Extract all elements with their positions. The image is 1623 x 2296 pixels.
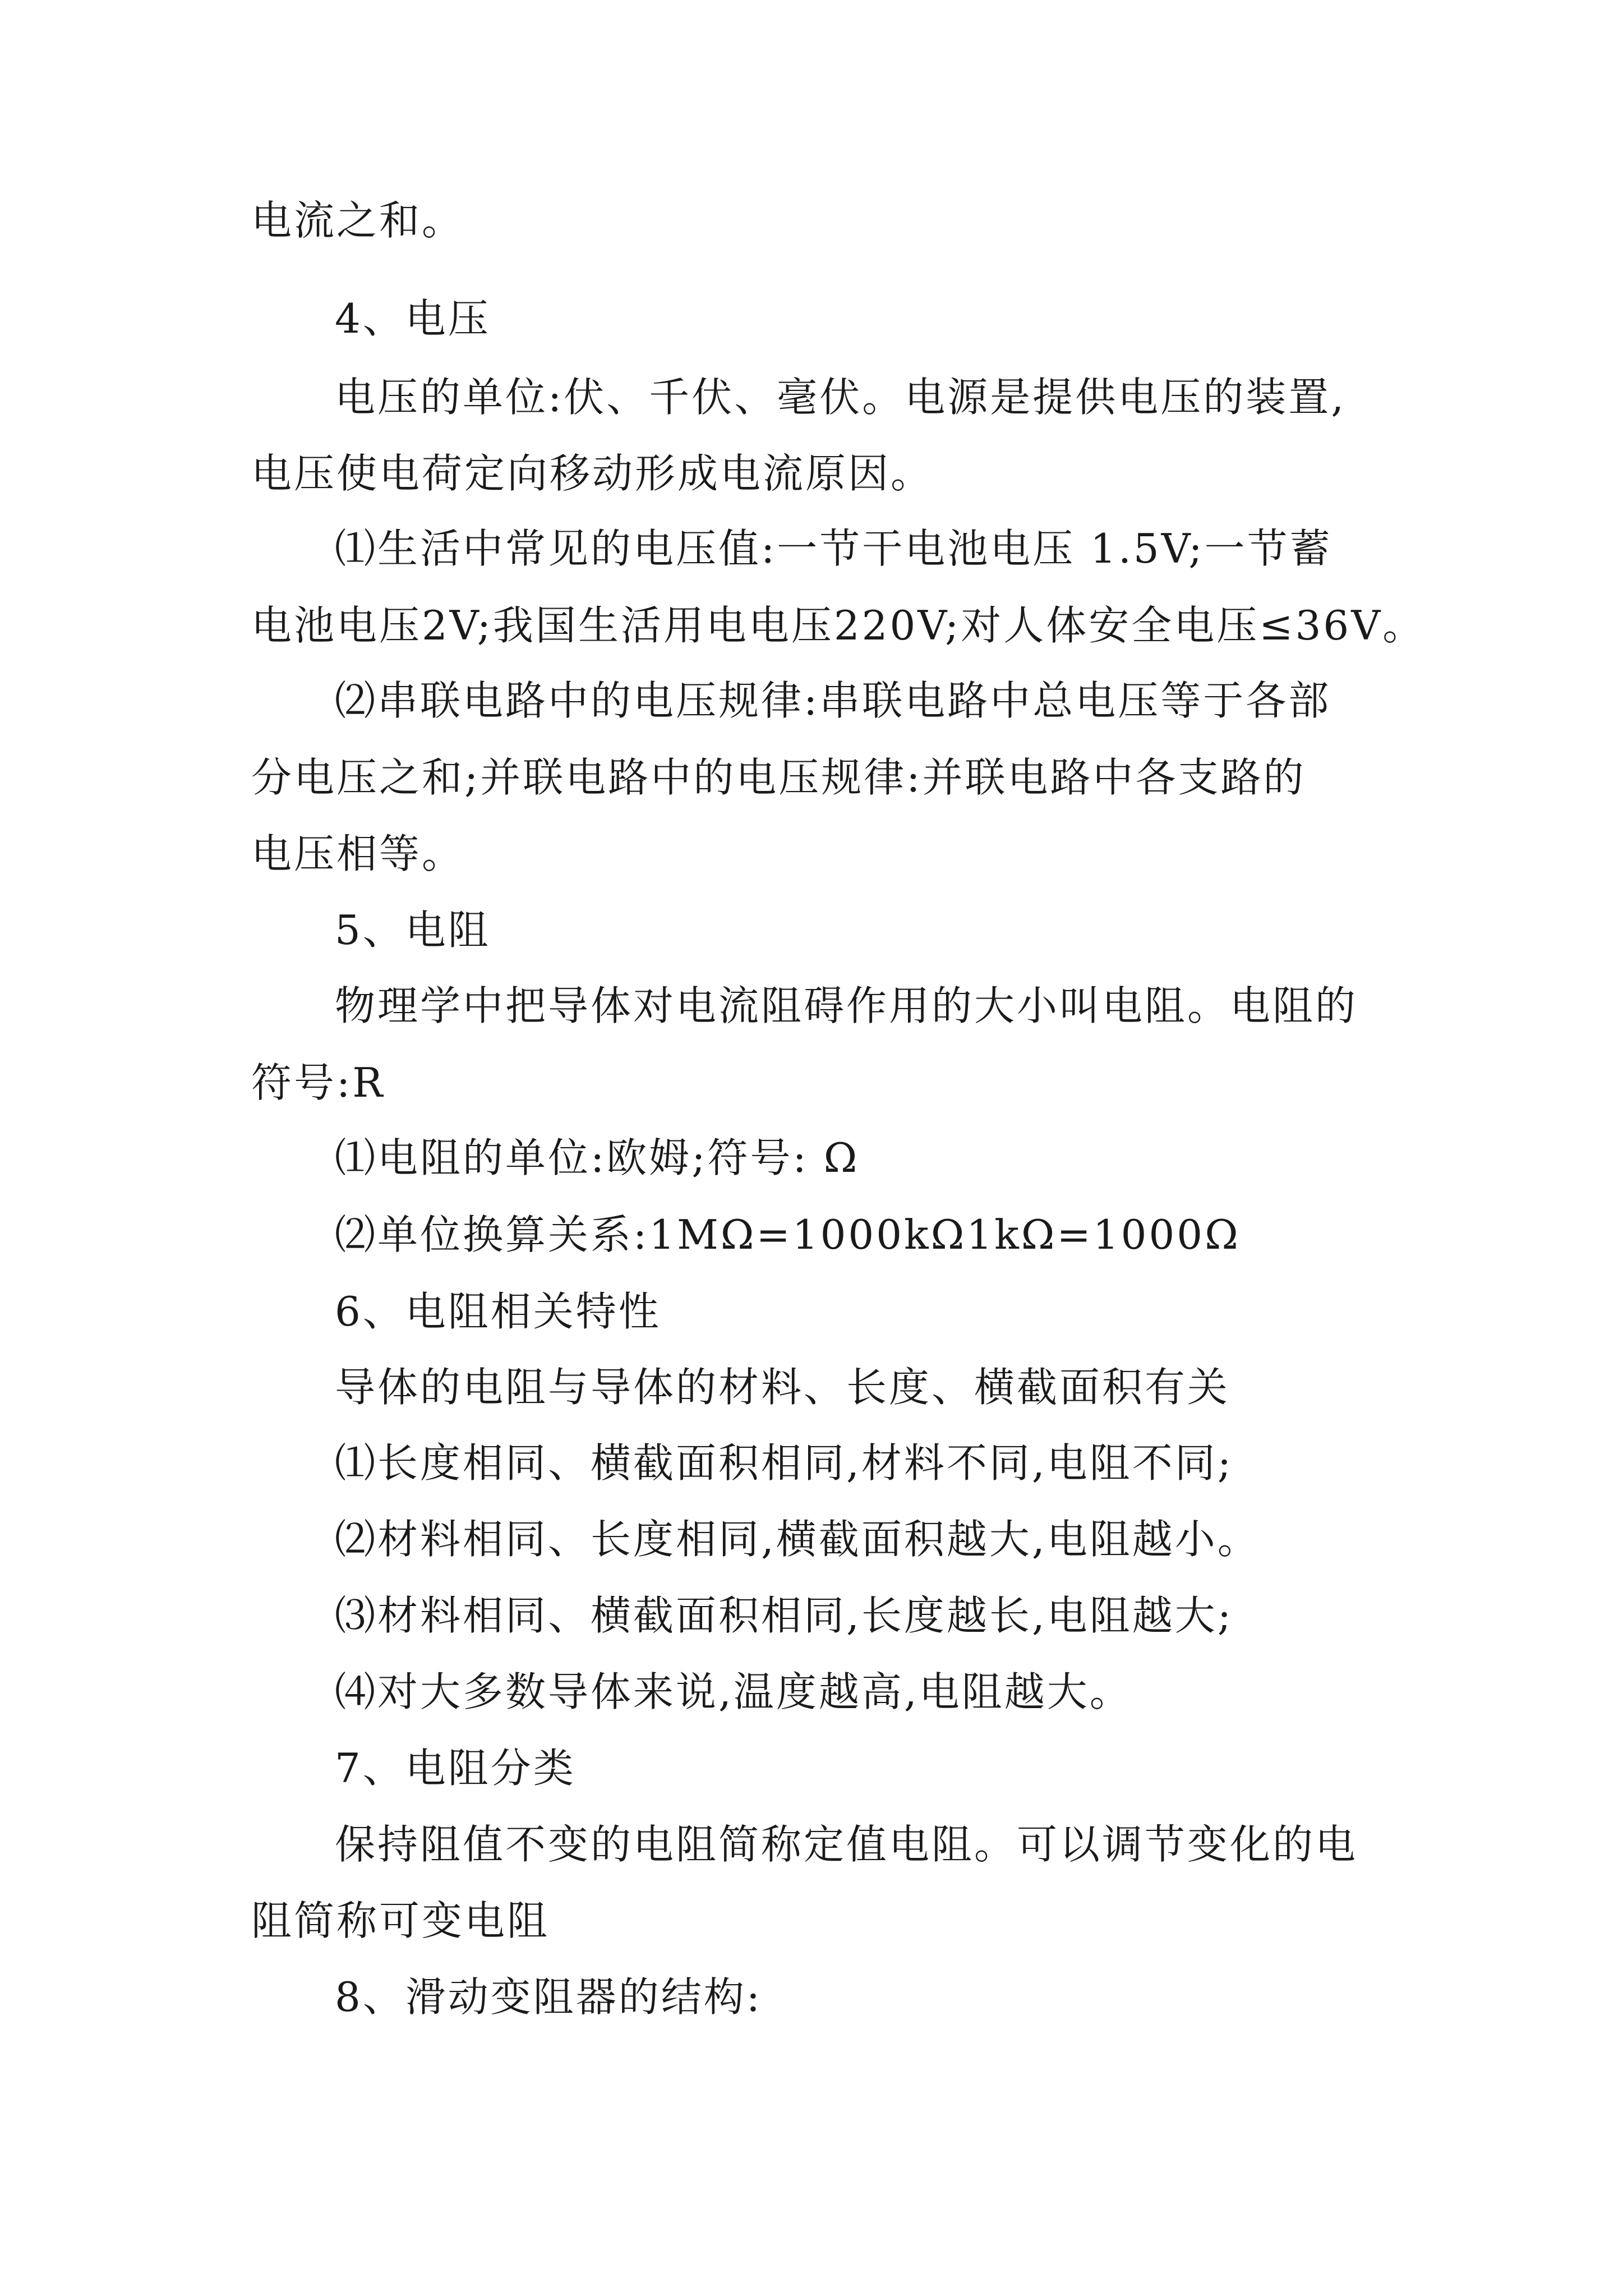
section-heading-rheostat: 8、滑动变阻器的结构: — [335, 1973, 763, 2021]
text-line: 电流之和。 — [251, 197, 465, 244]
text-line: ⑶材料相同、横截面积相同,长度越长,电阻越大; — [335, 1592, 1234, 1639]
text-line: 物理学中把导体对电流阻碍作用的大小叫电阻。电阻的 — [335, 982, 1358, 1029]
text-line: ⑴长度相同、横截面积相同,材料不同,电阻不同; — [335, 1439, 1234, 1487]
text-line: ⑵材料相同、长度相同,横截面积越大,电阻越小。 — [335, 1516, 1260, 1563]
text-line: 导体的电阻与导体的材料、长度、横截面积有关 — [335, 1364, 1230, 1411]
section-heading-voltage: 4、电压 — [335, 295, 491, 342]
text-line: ⑴生活中常见的电压值:一节干电池电压 1.5V;一节蓄 — [335, 525, 1332, 572]
text-line: 保持阻值不变的电阻简称定值电阻。可以调节变化的电 — [335, 1821, 1358, 1868]
text-line: 符号:R — [251, 1059, 385, 1106]
text-line: 阻简称可变电阻 — [251, 1897, 550, 1944]
text-line: ⑵串联电路中的电压规律:串联电路中总电压等于各部 — [335, 677, 1331, 724]
text-line: 电压的单位:伏、千伏、毫伏。电源是提供电压的装置, — [335, 374, 1347, 421]
section-heading-resistance: 5、电阻 — [335, 907, 491, 954]
text-line: 电池电压2V;我国生活用电电压220V;对人体安全电压≤36V。 — [251, 602, 1426, 649]
text-line: 电压使电荷定向移动形成电流原因。 — [251, 450, 934, 497]
text-line: 分电压之和;并联电路中的电压规律:并联电路中各支路的 — [251, 754, 1306, 801]
text-line: ⑵单位换算关系:1MΩ=1000kΩ1kΩ=1000Ω — [335, 1211, 1241, 1258]
section-heading-resistor-types: 7、电阻分类 — [335, 1745, 576, 1792]
text-line: ⑴电阻的单位:欧姆;符号: Ω — [335, 1134, 860, 1181]
text-line: 电压相等。 — [251, 830, 465, 877]
section-heading-resistance-properties: 6、电阻相关特性 — [335, 1288, 661, 1335]
text-line: ⑷对大多数导体来说,温度越高,电阻越大。 — [335, 1668, 1132, 1715]
